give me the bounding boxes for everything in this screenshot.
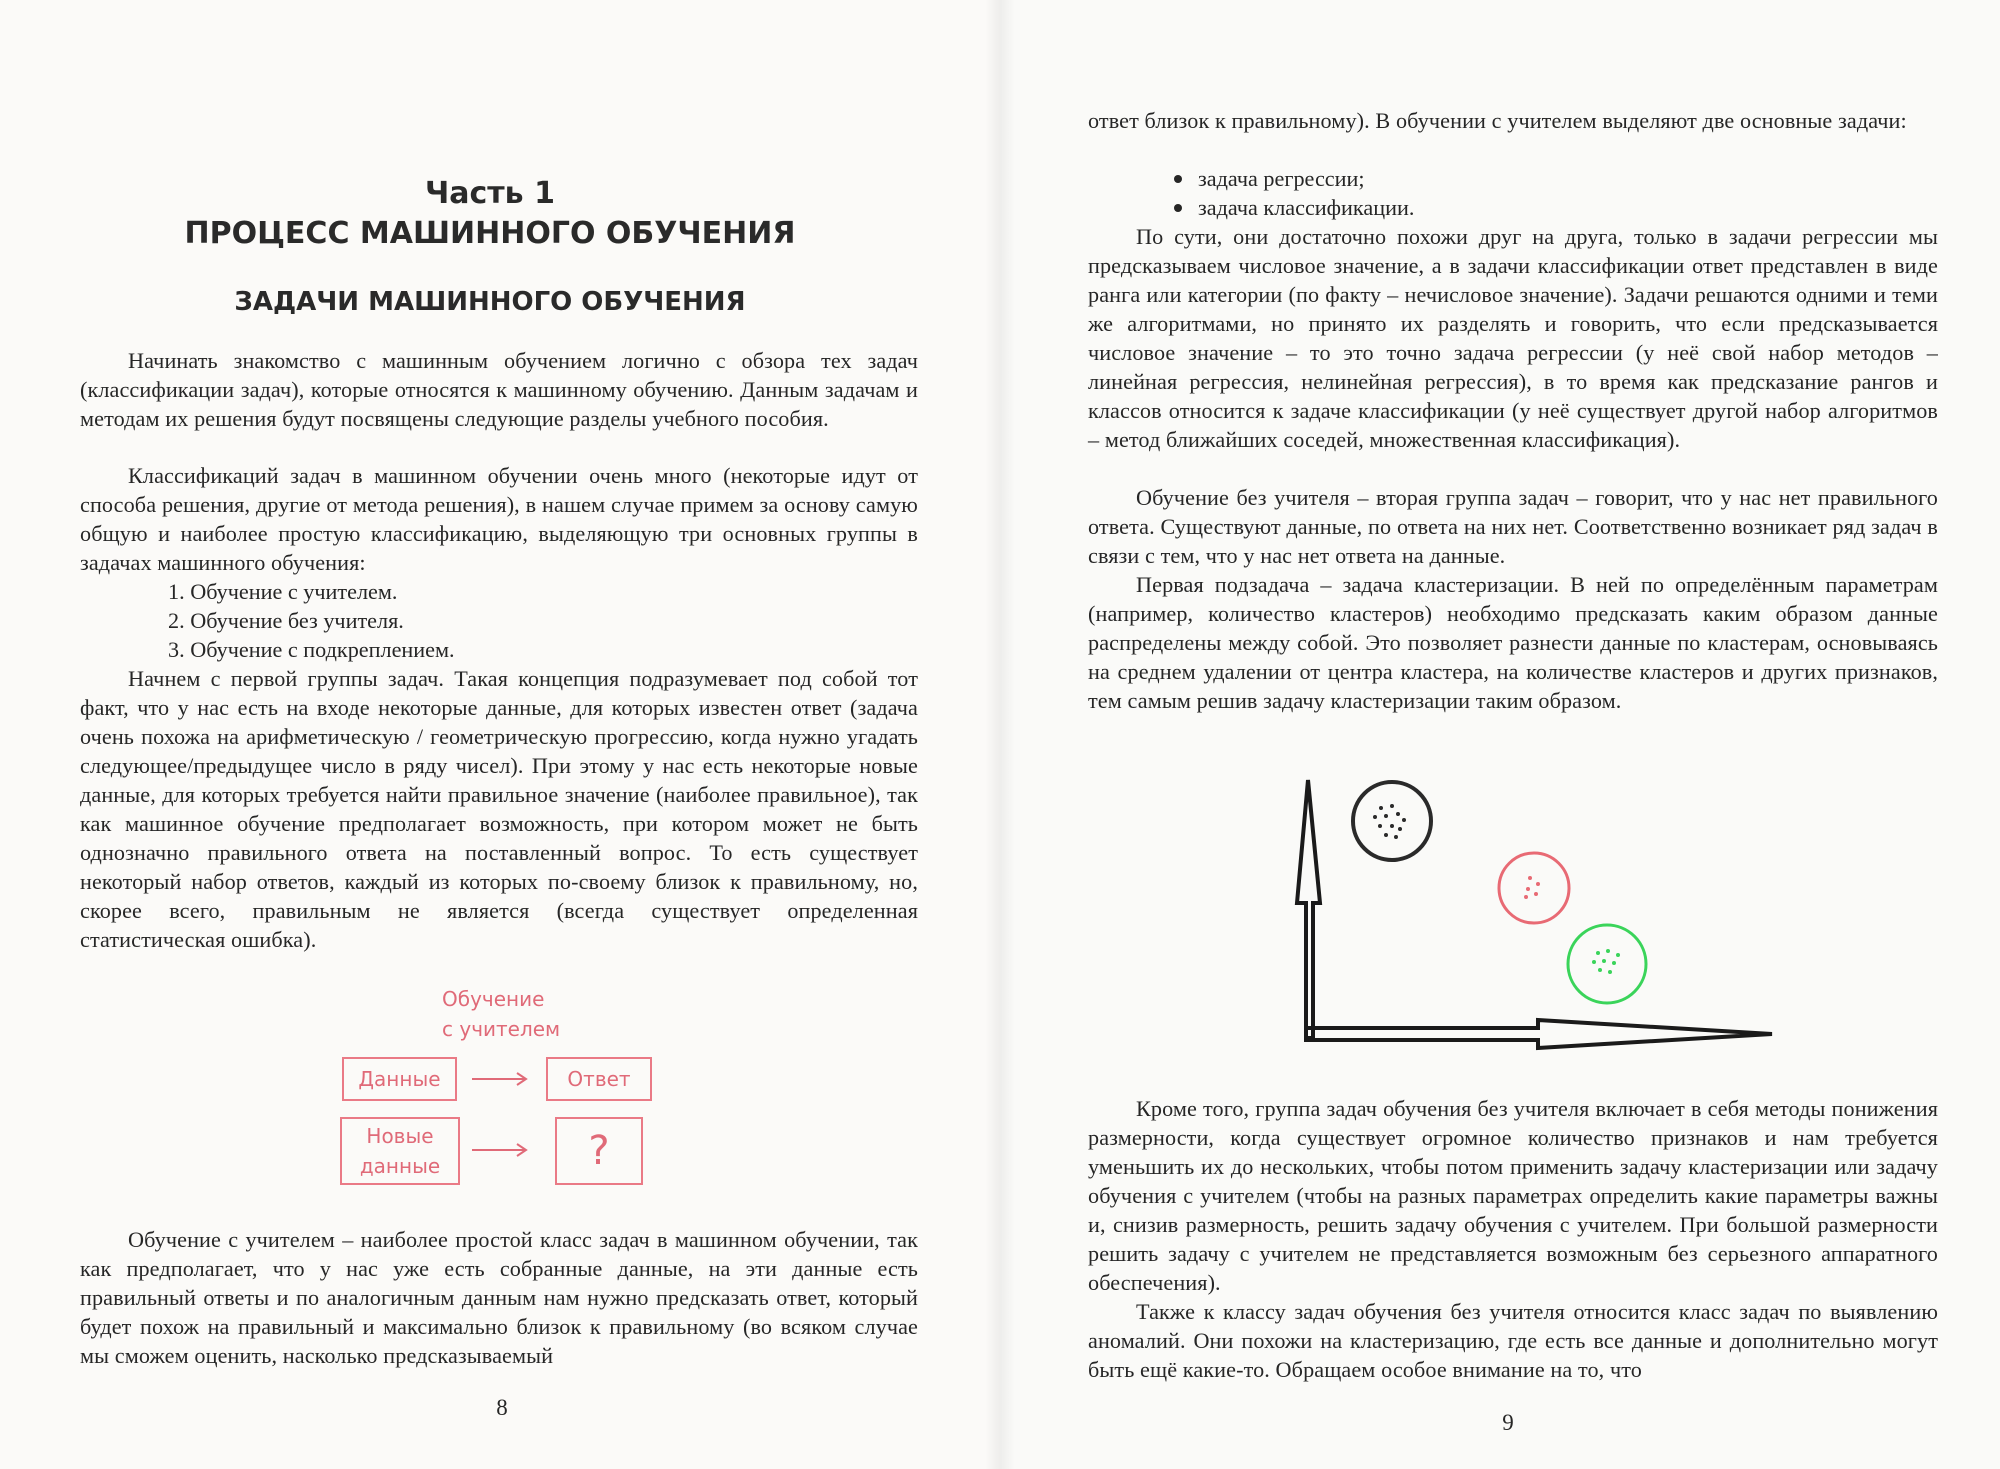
cluster-point [1596,951,1600,955]
paragraph: Классификаций задач в машинном обучении очень много (некоторые идут от способа решения, другие от метода решения), в нашем случае примем за основу самую общую и наиболее простую классификацию, выделяющую три основных группы в задачах машинного обучения: [80,463,918,575]
cluster-point [1398,827,1402,831]
diagram-title-line1: Обучение [442,987,545,1011]
cluster-point [1378,824,1382,828]
cluster-point [1602,959,1606,963]
cluster-3 [1568,925,1646,1003]
cluster-point [1373,815,1377,819]
right-page [1000,0,2000,1469]
paragraph: По сути, они достаточно похожи друг на друга, только в задачи регрессии мы предсказываем числовое значение, а в задачи классификации ответ представлен в виде ранга или категории (по факту – нечисловое значение). Задачи решаются одними и теми же алгоритмами, но принято их разделять и говорить, что если предсказывается числовое значение – то это точно задача регрессии (у неё свой набор методов – линейная регрессия, нелинейная регрессия), в то время как предсказание рангов и классов относится к задаче классификации (у неё существует другой набор алгоритмов – метод ближайших соседей, множественная классификация). [1088,224,1938,452]
paragraph: Обучение с учителем – наиболее простой класс задач в машинном обучении, так как предполагает, что у нас уже есть собранные данные, на эти данные есть правильный ответы и по аналогичным данным нам нужно предсказать ответ, который будет похож на правильный и максимально близок к правильному (во всяком случае мы сможем оценить, насколько предсказываемый [80,1227,918,1368]
part-subtitle: ПРОЦЕСС МАШИННОГО ОБУЧЕНИЯ [184,216,796,251]
cluster-point [1384,833,1388,837]
part-title: Часть 1 [425,176,555,211]
axes [1297,780,1772,1048]
diagram-title-line2: с учителем [442,1017,561,1041]
cluster-point [1616,953,1620,957]
section-title: ЗАДАЧИ МАШИННОГО ОБУЧЕНИЯ [234,287,746,317]
cluster-1 [1353,782,1431,860]
page-number: 9 [1502,1410,1514,1435]
x-axis-arrow [1306,1020,1772,1048]
list-item: задача классификации. [1172,193,1414,222]
paragraph: Первая подзадача – задача кластеризации. В ней по определённым параметрам (например, количество кластеров) необходимо предсказать каким образом данные распределены между собой. Это позволяет разнести данные по кластерам, основываясь на среднем удалении от центра кластера, на количестве кластеров и других признаков, тем самым решив задачу кластеризации таким образом. [1088,572,1938,713]
cluster-circle [1568,925,1646,1003]
cluster-2 [1499,853,1569,923]
cluster-point [1606,949,1610,953]
cluster-point [1524,895,1528,899]
cluster-point [1612,961,1616,965]
paragraph: Обучение без учителя – вторая группа задач – говорит, что у нас нет правильного ответа. Существуют данные, по ответа на них нет. Соответственно возникает ряд задач в связи с тем, что у нас нет ответа на данные. [1088,485,1938,568]
page-number: 8 [496,1395,508,1420]
paragraph: Также к классу задач обучения без учителя относится класс задач по выявлению аномалий. Они похожи на кластеризацию, где есть все данные и дополнительно могут быть ещё какие-то. Обращаем особое внимание на то, что [1088,1299,1938,1382]
cluster-point [1536,882,1540,886]
cluster-point [1402,818,1406,822]
list-item: задача регрессии; [1172,164,1414,193]
cluster-point [1396,812,1400,816]
y-axis-arrow [1297,780,1320,1038]
cluster-point [1390,824,1394,828]
cluster-point [1384,814,1388,818]
paragraph: ответ близок к правильному). В обучении с учителем выделяют две основные задачи: [1088,108,1907,133]
cluster-point [1526,887,1530,891]
cluster-point [1394,835,1398,839]
list-item: 1. Обучение с учителем. [168,579,398,604]
cluster-point [1390,804,1394,808]
answer-box-label: Ответ [567,1067,631,1091]
paragraph: Начнем с первой группы задач. Такая концепция подразумевает под собой тот факт, что у нас есть на входе некоторые данные, для которых известен ответ (задача очень похожа на арифметическую / геометрическую прогрессию, когда нужно угадать следующее/предыдущее число в ряду чисел). При этому у нас есть некоторые новые данные, для которых требуется найти правильное значение (наиболее правильное), так как машинное обучение предполагает возможность, при котором может не быть однозначно правильного ответа на поставленный вопрос. То есть существует некоторый набор ответов, каждый из которых по-своему близок к правильному, но, скорее всего, правильным не является (всегда существует определенная статистическая ошибка). [80,666,918,952]
cluster-circle [1499,853,1569,923]
data-box-label: Данные [358,1067,441,1091]
book-gutter [985,0,1015,1469]
cluster-point [1528,876,1532,880]
list-item: 2. Обучение без учителя. [168,608,404,633]
question-mark: ? [588,1128,610,1174]
new-data-box-line2: данные [359,1154,441,1178]
list-item: 3. Обучение с подкреплением. [168,637,455,662]
new-data-box-line1: Новые [366,1124,434,1148]
cluster-point [1598,968,1602,972]
cluster-point [1608,970,1612,974]
cluster-point [1592,960,1596,964]
cluster-circle [1353,782,1431,860]
paragraph: Начинать знакомство с машинным обучением логично с обзора тех задач (классификации задач), которые относятся к машинному обучению. Данным задачам и методам их решения будут посвящены следующие разделы учебного пособия. [80,348,918,431]
cluster-point [1534,892,1538,896]
paragraph: Кроме того, группа задач обучения без учителя включает в себя методы понижения размерности, когда существует огромное количество признаков и нам требуется уменьшить их до нескольких, чтобы потом применить задачу кластеризации или задачу обучения с учителем (чтобы на разных параметрах определить какие параметры важны и, снизив размерность, решить задачу обучения с учителем. При большой размерности решить задачу с учителем не представляется возможным без серьезного аппаратного обеспечения). [1088,1096,1938,1295]
cluster-point [1379,806,1383,810]
